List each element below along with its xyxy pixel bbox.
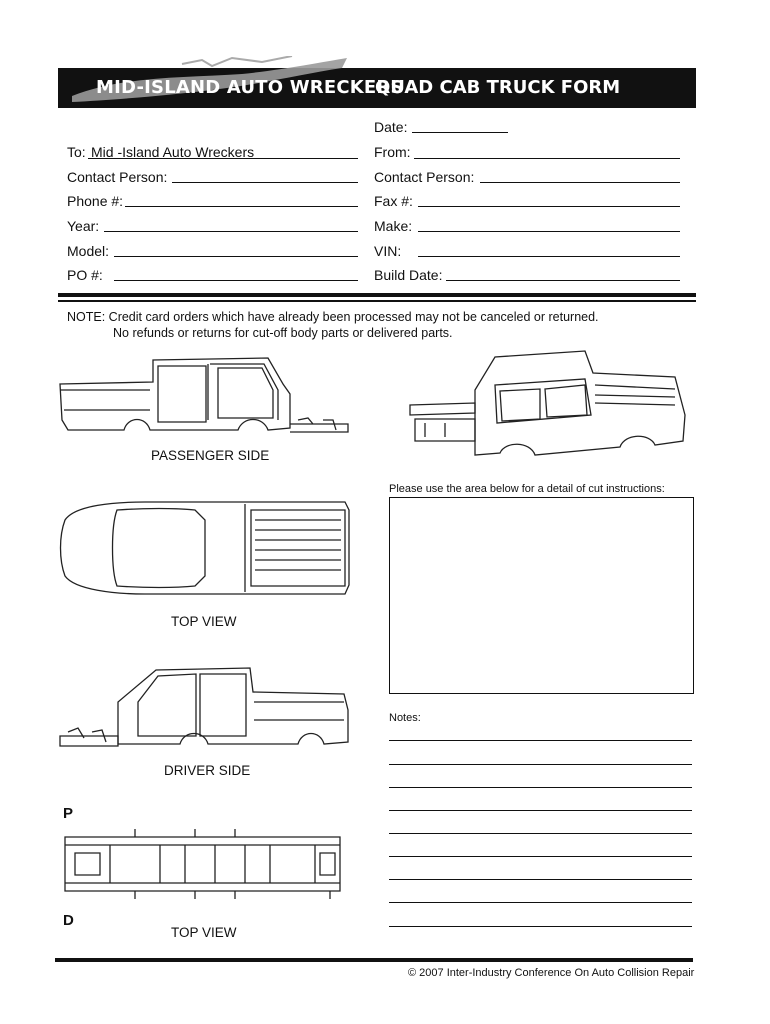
- to-field[interactable]: [88, 158, 358, 159]
- build-date-label: Build Date:: [374, 267, 443, 283]
- year-field[interactable]: [104, 231, 358, 232]
- fax-field[interactable]: [418, 206, 680, 207]
- frame-top-view-diagram: [60, 825, 345, 905]
- top-view-caption-2: TOP VIEW: [171, 925, 237, 940]
- company-name: MID-ISLAND AUTO WRECKERS: [96, 77, 404, 98]
- date-label: Date:: [374, 119, 408, 135]
- isometric-truck-frame-diagram: [405, 345, 690, 465]
- model-field[interactable]: [114, 256, 358, 257]
- date-field[interactable]: [412, 132, 508, 133]
- driver-side-caption: DRIVER SIDE: [164, 763, 251, 778]
- notes-line[interactable]: [389, 810, 692, 811]
- contact-person-right-label: Contact Person:: [374, 169, 475, 185]
- po-field[interactable]: [114, 280, 358, 281]
- from-field[interactable]: [414, 158, 680, 159]
- notes-line[interactable]: [389, 764, 692, 765]
- note-line-2: No refunds or returns for cut-off body parts or delivered parts.: [113, 326, 453, 340]
- driver-side-truck-diagram: [58, 662, 353, 754]
- form-title: QUAD CAB TRUCK FORM: [375, 77, 621, 98]
- build-date-field[interactable]: [446, 280, 680, 281]
- year-label: Year:: [67, 218, 100, 234]
- make-field[interactable]: [418, 231, 680, 232]
- vin-field[interactable]: [418, 256, 680, 257]
- to-value: Mid -Island Auto Wreckers: [91, 144, 255, 160]
- contact-person-field[interactable]: [172, 182, 358, 183]
- copyright-text: © 2007 Inter-Industry Conference On Auto Collision Repair: [408, 967, 695, 979]
- notes-line[interactable]: [389, 902, 692, 903]
- notes-line[interactable]: [389, 926, 692, 927]
- section-divider-thin: [58, 300, 696, 302]
- cut-instructions-area[interactable]: [389, 497, 694, 694]
- notes-line[interactable]: [389, 879, 692, 880]
- passenger-side-truck-diagram: [58, 350, 353, 440]
- notes-line[interactable]: [389, 787, 692, 788]
- footer-divider: [55, 958, 693, 962]
- note-line-1: NOTE: Credit card orders which have already been processed may not be canceled or returned.: [67, 310, 599, 324]
- notes-label: Notes:: [389, 712, 421, 724]
- top-view-caption-1: TOP VIEW: [171, 614, 237, 629]
- top-view-truck-diagram: [55, 490, 355, 605]
- from-label: From:: [374, 144, 411, 160]
- phone-field[interactable]: [125, 206, 358, 207]
- vin-label: VIN:: [374, 243, 402, 259]
- frame-d-marker: D: [63, 912, 74, 929]
- cut-instructions-label: Please use the area below for a detail of cut instructions:: [389, 483, 665, 495]
- fax-label: Fax #:: [374, 193, 413, 209]
- to-label: To:: [67, 144, 86, 160]
- po-label: PO #:: [67, 267, 103, 283]
- phone-label: Phone #:: [67, 193, 124, 209]
- model-label: Model:: [67, 243, 110, 259]
- contact-person-label: Contact Person:: [67, 169, 168, 185]
- make-label: Make:: [374, 218, 413, 234]
- section-divider: [58, 293, 696, 297]
- contact-person-right-field[interactable]: [480, 182, 680, 183]
- passenger-side-caption: PASSENGER SIDE: [151, 448, 270, 463]
- frame-p-marker: P: [63, 805, 74, 822]
- notes-line[interactable]: [389, 856, 692, 857]
- notes-line[interactable]: [389, 833, 692, 834]
- notes-line[interactable]: [389, 740, 692, 741]
